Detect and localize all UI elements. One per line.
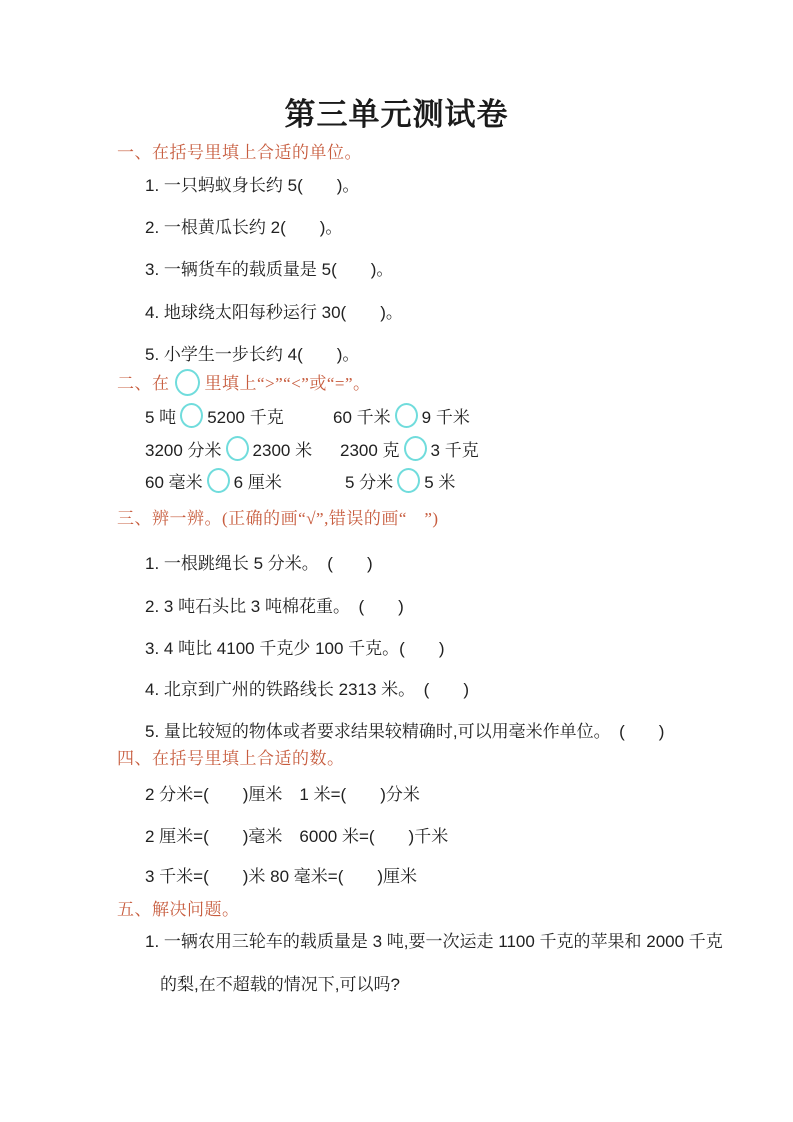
compare-pair xyxy=(145,468,282,496)
compare-right: 6 厘米 xyxy=(233,473,282,492)
section4-heading: 四、在括号里填上合适的数。 xyxy=(117,749,345,768)
compare-right: 2300 米 xyxy=(252,441,313,460)
sec4-conversion-row-2: 2 厘米=( )毫米 6000 米=( )千米 xyxy=(145,827,449,846)
compare-pair xyxy=(333,403,470,431)
compare-left: 3200 分米 xyxy=(145,441,222,460)
sec1-question-2: 2. 一根黄瓜长约 2( )。 xyxy=(145,218,343,237)
sec5-problem-line-2: 的梨,在不超载的情况下,可以吗? xyxy=(160,975,400,994)
section2-heading xyxy=(117,369,371,398)
answer-circle xyxy=(395,403,418,428)
compare-right: 9 千米 xyxy=(421,408,470,427)
section2-heading-prefix: 二、在 xyxy=(117,374,170,393)
section5-heading: 五、解决问题。 xyxy=(117,900,240,919)
answer-circle xyxy=(397,468,420,493)
section2-heading-suffix: 里填上“>”“<”或“=”。 xyxy=(204,374,371,393)
answer-circle xyxy=(226,436,249,461)
sec1-question-1: 1. 一只蚂蚁身长约 5( )。 xyxy=(145,176,360,195)
compare-left: 5 吨 xyxy=(145,408,177,427)
compare-left: 5 分米 xyxy=(345,473,394,492)
sec1-question-5: 5. 小学生一步长约 4( )。 xyxy=(145,345,360,364)
compare-pair xyxy=(145,403,284,431)
compare-right: 5200 千克 xyxy=(207,408,284,427)
sec3-question-2: 2. 3 吨石头比 3 吨棉花重。 ( ) xyxy=(145,597,404,616)
compare-right: 3 千克 xyxy=(430,441,479,460)
page-title: 第三单元测试卷 xyxy=(284,97,509,132)
section1-heading: 一、在括号里填上合适的单位。 xyxy=(117,143,362,162)
answer-circle xyxy=(180,403,203,428)
sec1-question-3: 3. 一辆货车的载质量是 5( )。 xyxy=(145,260,394,279)
compare-right: 5 米 xyxy=(424,473,456,492)
sec5-problem-line-1: 1. 一辆农用三轮车的载质量是 3 吨,要一次运走 1100 千克的苹果和 2000 千克 xyxy=(145,932,723,951)
section3-heading: 三、辨一辨。(正确的画“√”,错误的画“ ”) xyxy=(117,509,439,528)
compare-pair xyxy=(340,436,479,464)
answer-circle xyxy=(404,436,427,461)
compare-left: 2300 克 xyxy=(340,441,400,460)
sec4-conversion-row-1: 2 分米=( )厘米 1 米=( )分米 xyxy=(145,785,420,804)
sec3-question-1: 1. 一根跳绳长 5 分米。 ( ) xyxy=(145,554,373,573)
compare-circle-icon xyxy=(175,369,200,396)
compare-left: 60 千米 xyxy=(333,408,391,427)
compare-pair xyxy=(145,436,312,464)
sec3-question-3: 3. 4 吨比 4100 千克少 100 千克。( ) xyxy=(145,639,445,658)
answer-circle xyxy=(207,468,230,493)
sec4-conversion-row-3: 3 千米=( )米 80 毫米=( )厘米 xyxy=(145,867,418,886)
compare-pair xyxy=(345,468,455,496)
sec3-question-5: 5. 量比较短的物体或者要求结果较精确时,可以用毫米作单位。 ( ) xyxy=(145,722,665,741)
sec1-question-4: 4. 地球绕太阳每秒运行 30( )。 xyxy=(145,303,403,322)
sec3-question-4: 4. 北京到广州的铁路线长 2313 米。 ( ) xyxy=(145,680,469,699)
compare-left: 60 毫米 xyxy=(145,473,203,492)
